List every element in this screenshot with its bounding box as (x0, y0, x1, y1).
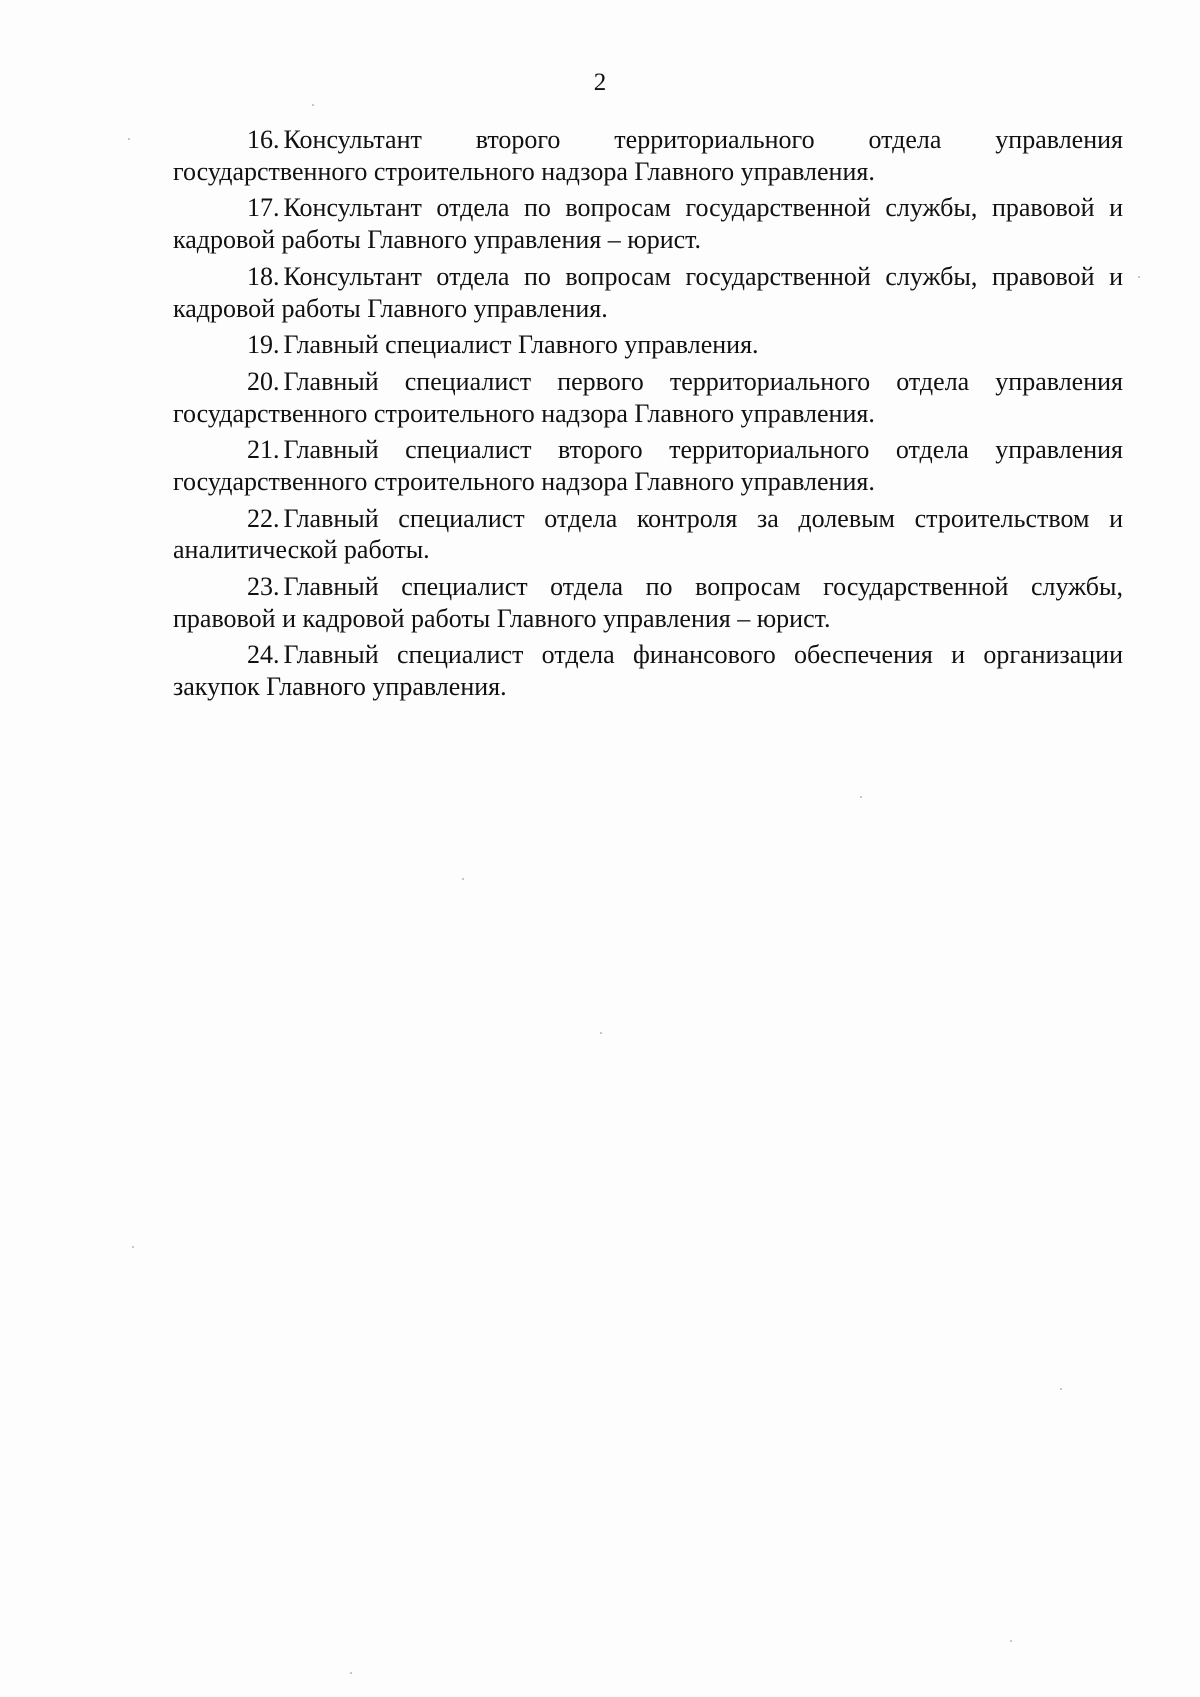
list-item (173, 639, 1123, 703)
scan-speck (860, 796, 862, 798)
list-item (173, 124, 1123, 188)
item-text: Консультант второго территориального отдела управления государственного строительного надзора Главного управления. (173, 125, 1123, 186)
item-text: Главный специалист отдела финансового обеспечения и организации закупок Главного управления. (173, 640, 1123, 702)
scan-speck (312, 104, 314, 106)
list-item (173, 366, 1123, 430)
item-number: 16. (247, 125, 280, 154)
item-number: 23. (247, 571, 280, 601)
item-number: 19. (247, 330, 280, 360)
item-text: Главный специалист первого территориального отдела управления государственного строительного надзора Главного управления. (173, 366, 1123, 428)
scan-speck (1138, 276, 1140, 278)
scan-speck (132, 1246, 134, 1248)
page-number: 2 (593, 69, 607, 96)
item-text: Главный специалист Главного управления. (283, 330, 759, 360)
list-item (173, 503, 1123, 567)
list-item (173, 192, 1123, 256)
item-number: 17. (247, 193, 280, 223)
item-number: 22. (247, 503, 280, 533)
item-text: Главный специалист отдела контроля за долевым строительством и аналитической работы. (173, 503, 1123, 565)
list-item (173, 261, 1123, 325)
item-text: Консультант отдела по вопросам государственной службы, правовой и кадровой работы Главного управления – юрист. (173, 193, 1123, 255)
scan-speck (462, 878, 464, 880)
scan-speck (350, 1672, 352, 1674)
item-text: Главный специалист отдела по вопросам государственной службы, правовой и кадровой работы Главного управления – юрист. (173, 571, 1123, 633)
item-number: 21. (247, 435, 280, 465)
scan-speck (600, 1032, 602, 1034)
item-text: Консультант отдела по вопросам государственной службы, правовой и кадровой работы Главного управления. (173, 261, 1123, 323)
item-text: Главный специалист второго территориального отдела управления государственного строительного надзора Главного управления. (173, 435, 1123, 496)
item-number: 18. (247, 261, 280, 291)
position-list (173, 124, 1123, 708)
list-item (173, 434, 1123, 498)
item-number: 24. (247, 640, 280, 670)
list-item (173, 571, 1123, 635)
scan-speck (1060, 1388, 1062, 1390)
item-number: 20. (247, 366, 280, 396)
scan-speck (128, 138, 130, 140)
list-item (173, 329, 1123, 361)
scan-speck (1010, 1640, 1012, 1642)
